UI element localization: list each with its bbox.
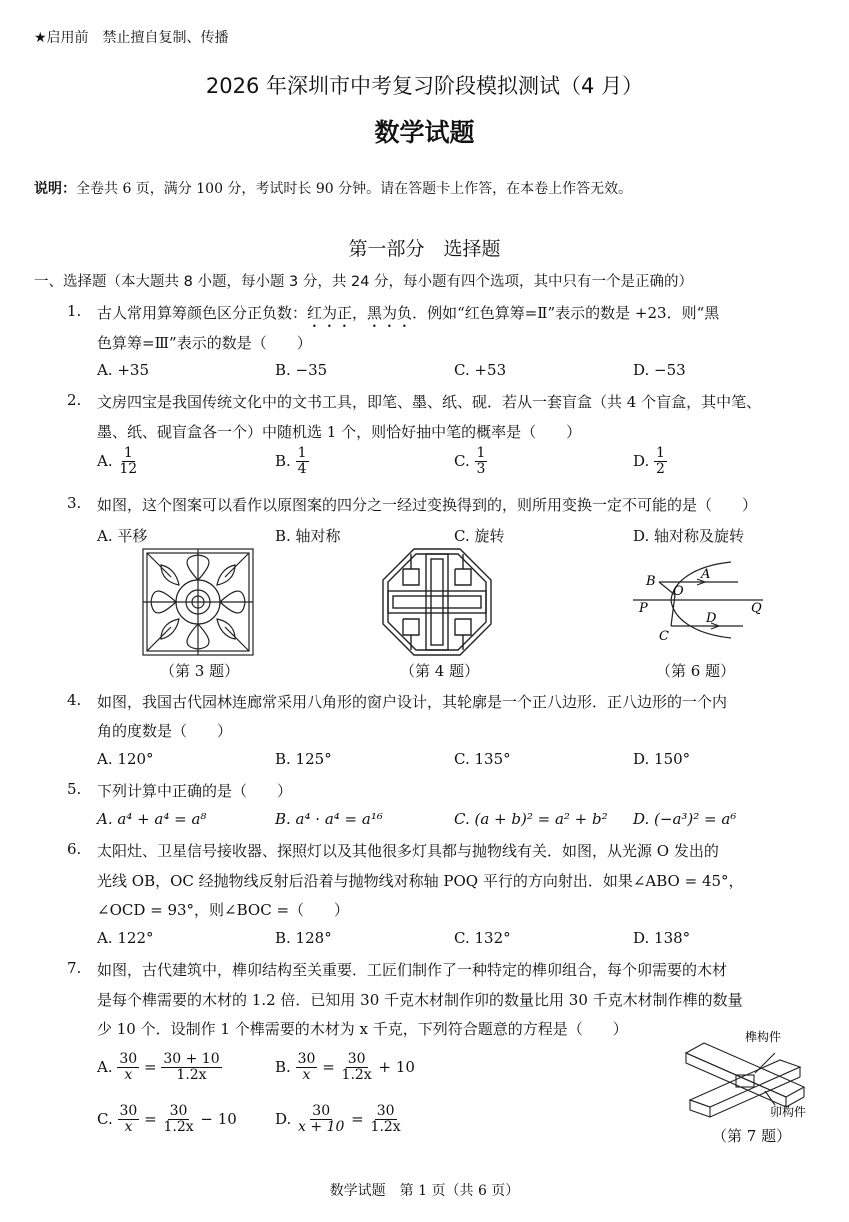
tail-term: + 10: [378, 1057, 415, 1076]
numerator: 1: [123, 445, 133, 461]
page-footer: 数学试题 第 1 页（共 6 页）: [329, 1183, 520, 1199]
denominator: 12: [119, 461, 138, 478]
q3-line1: 如图，这个图案可以看作以原图案的四分之一经过变换得到的，则所用变换一定不可能的是（ ）: [97, 496, 758, 514]
q1-option-d: D. −53: [633, 361, 686, 379]
q1-option-c: C. +53: [454, 361, 507, 379]
part-heading: 第一部分 选择题: [348, 238, 501, 260]
numerator: 30: [376, 1103, 395, 1119]
exam-subject: 数学试题: [374, 118, 475, 147]
fraction-left: [117, 1052, 139, 1084]
q1-text-a: 古人常用算筹颜色区分正负数：: [97, 304, 308, 322]
q2-option-d-fraction: [654, 446, 667, 478]
mortise-front: [690, 1100, 710, 1117]
numerator: 1: [476, 445, 486, 461]
denominator: 1.2x: [176, 1067, 207, 1084]
q1-text-red: 红为正: [307, 304, 353, 322]
q7-option-a: [97, 1052, 222, 1084]
q1-line1: [97, 302, 719, 331]
label-d: D: [706, 611, 717, 626]
fraction-right: [161, 1052, 221, 1084]
q2-option-d-label: D.: [633, 451, 650, 470]
label-c: C: [659, 629, 669, 644]
q2-option-a-label: A.: [97, 451, 113, 470]
q5-option-c: C. (a + b)² = a² + b²: [454, 810, 608, 828]
q7-option-b: [275, 1052, 415, 1084]
denominator: x: [302, 1067, 311, 1084]
mortise-top: [690, 1060, 800, 1107]
label-o: O: [673, 584, 684, 599]
q2-line1: 文房四宝是我国传统文化中的文书工具，即笔、墨、纸、砚．若从一套盲盒（共 4 个盲盒，其中笔、: [97, 393, 762, 411]
q5-option-b: B. a⁴ · a⁴ = a¹⁶: [275, 810, 383, 828]
q1-text-c: ，: [352, 304, 368, 322]
instructions-label: 说明：: [34, 181, 76, 197]
q4-option-d: D. 150°: [633, 750, 691, 768]
q1-line2: 色算筹=Ⅲ”表示的数是（ ）: [97, 334, 312, 352]
tail-term: − 10: [200, 1109, 237, 1128]
q1-option-b: B. −35: [275, 361, 328, 379]
denominator: 2: [656, 461, 665, 478]
fraction-right: [161, 1104, 195, 1136]
joint-slot: [736, 1075, 754, 1087]
q2-option-b-label: B.: [275, 451, 291, 470]
denominator: x: [124, 1119, 133, 1136]
q3-option-c: C. 旋转: [454, 527, 505, 545]
numerator: 30: [119, 1103, 138, 1119]
numerator: 30 + 10: [163, 1051, 220, 1067]
figure-7-caption: （第 7 题）: [712, 1127, 792, 1145]
numerator: 30: [119, 1051, 138, 1067]
q7-option-c-label: C.: [97, 1109, 113, 1128]
q4-option-b: B. 125°: [275, 750, 332, 768]
label-tenon: 榫构件: [745, 1030, 782, 1044]
fraction-right: [340, 1052, 374, 1084]
q7-line3: 少 10 个．设制作 1 个榫需要的木材为 x 千克，下列符合题意的方程是（ ）: [97, 1020, 628, 1038]
q2-option-c-label: C.: [454, 451, 470, 470]
q2-option-b: [275, 446, 309, 478]
q2-line2: 墨、纸、砚盲盒各一个）中随机选 1 个，则恰好抽中笔的概率是（ ）: [97, 423, 582, 441]
q4-line2: 角的度数是（ ）: [97, 722, 233, 740]
exam-notice: ★启用前 禁止擅自复制、传播: [34, 30, 229, 46]
q2-option-c: [454, 446, 487, 478]
equals-sign: =: [351, 1109, 364, 1128]
q5-line1: 下列计算中正确的是（ ）: [97, 782, 293, 800]
q7-option-c: [97, 1104, 237, 1136]
q5-option-d: D. (−a³)² = a⁶: [633, 810, 737, 828]
denominator: x + 10: [298, 1119, 345, 1136]
q6-line2: 光线 OB，OC 经抛物线反射后沿着与抛物线对称轴 POQ 平行的方向射出．如果∠ABO = 45°，: [97, 872, 744, 890]
q7-option-a-label: A.: [97, 1057, 113, 1076]
q1-text-e: ．例如“红色算筹=Ⅱ”表示的数是 +23．则“黑: [412, 304, 720, 322]
figure-3-pattern: [141, 547, 255, 657]
q2-option-c-fraction: [475, 446, 488, 478]
q5-option-a: A. a⁴ + a⁴ = a⁸: [97, 810, 207, 828]
q7-option-d: [275, 1104, 403, 1136]
denominator: 1.2x: [370, 1119, 401, 1136]
q5-number: 5.: [67, 780, 82, 798]
q6-number: 6.: [67, 840, 82, 858]
equals-sign: =: [322, 1057, 335, 1076]
label-q: Q: [751, 601, 762, 616]
q4-number: 4.: [67, 691, 82, 709]
figure-7-mortise-tenon: [680, 1025, 820, 1125]
q2-option-a: [97, 446, 139, 478]
numerator: 30: [297, 1051, 316, 1067]
q3-option-d: D. 轴对称及旋转: [633, 527, 745, 545]
q6-line1: 太阳灶、卫星信号接收器、探照灯以及其他很多灯具都与抛物线有关．如图，从光源 O 发出的: [97, 842, 719, 860]
numerator: 30: [312, 1103, 331, 1119]
label-p: P: [639, 601, 648, 616]
numerator: 1: [297, 445, 307, 461]
q1-option-a: A. +35: [97, 361, 150, 379]
label-b: B: [646, 574, 656, 589]
q6-option-c: C. 132°: [454, 929, 511, 947]
section-heading: 一、选择题（本大题共 8 小题，每小题 3 分，共 24 分，每小题有四个选项，其中只有一个是正确的）: [34, 274, 694, 290]
q3-number: 3.: [67, 494, 82, 512]
fraction-left: [296, 1104, 346, 1136]
denominator: x: [124, 1067, 133, 1084]
instructions-text: 全卷共 6 页，满分 100 分，考试时长 90 分钟。请在答题卡上作答，在本卷上作答无效。: [76, 181, 633, 197]
numerator: 30: [347, 1051, 366, 1067]
label-mortise: 卯构件: [770, 1105, 807, 1119]
q6-option-b: B. 128°: [275, 929, 332, 947]
label-a: A: [701, 567, 711, 582]
figure-4-octagon-window: [381, 547, 493, 657]
q6-line3: ∠OCD = 93°，则∠BOC =（ ）: [97, 901, 350, 919]
figure-6-parabola: [613, 560, 773, 660]
q2-number: 2.: [67, 391, 82, 409]
q4-option-c: C. 135°: [454, 750, 511, 768]
figure-3-caption: （第 3 题）: [160, 662, 240, 680]
denominator: 1.2x: [163, 1119, 194, 1136]
figure-6-caption: （第 6 题）: [656, 662, 736, 680]
equals-sign: =: [144, 1057, 157, 1076]
denominator: 4: [297, 461, 307, 478]
q7-line2: 是每个榫需要的木材的 1.2 倍．已知用 30 千克木材制作卯的数量比用 30 千克木材制作榫的数量: [97, 991, 743, 1009]
q3-option-a: A. 平移: [97, 527, 148, 545]
fraction-left: [118, 1104, 140, 1136]
q1-number: 1.: [67, 302, 82, 320]
fraction-right: [369, 1104, 403, 1136]
q4-option-a: A. 120°: [97, 750, 154, 768]
numerator: 30: [169, 1103, 188, 1119]
q7-option-d-label: D.: [275, 1109, 292, 1128]
q7-option-b-label: B.: [275, 1057, 291, 1076]
denominator: 3: [476, 461, 486, 478]
q2-option-a-fraction: [117, 446, 139, 478]
numerator: 1: [656, 445, 665, 461]
q2-option-b-fraction: [296, 446, 309, 478]
q6-option-a: A. 122°: [97, 929, 154, 947]
q2-option-d: [633, 446, 667, 478]
fraction-left: [296, 1052, 318, 1084]
q7-line1: 如图，古代建筑中，榫卯结构至关重要．工匠们制作了一种特定的榫卯组合，每个卯需要的木材: [97, 961, 728, 979]
exam-instructions: [34, 178, 632, 198]
q3-option-b: B. 轴对称: [275, 527, 341, 545]
equals-sign: =: [144, 1109, 157, 1128]
q6-option-d: D. 138°: [633, 929, 691, 947]
exam-title: 2026 年深圳市中考复习阶段模拟测试（4 月）: [205, 74, 644, 98]
q1-text-black: 黑为负: [367, 304, 413, 322]
denominator: 1.2x: [341, 1067, 372, 1084]
q7-number: 7.: [67, 959, 82, 977]
q4-line1: 如图，我国古代园林连廊常采用八角形的窗户设计，其轮廓是一个正八边形．正八边形的一个内: [97, 693, 728, 711]
figure-4-caption: （第 4 题）: [400, 662, 480, 680]
